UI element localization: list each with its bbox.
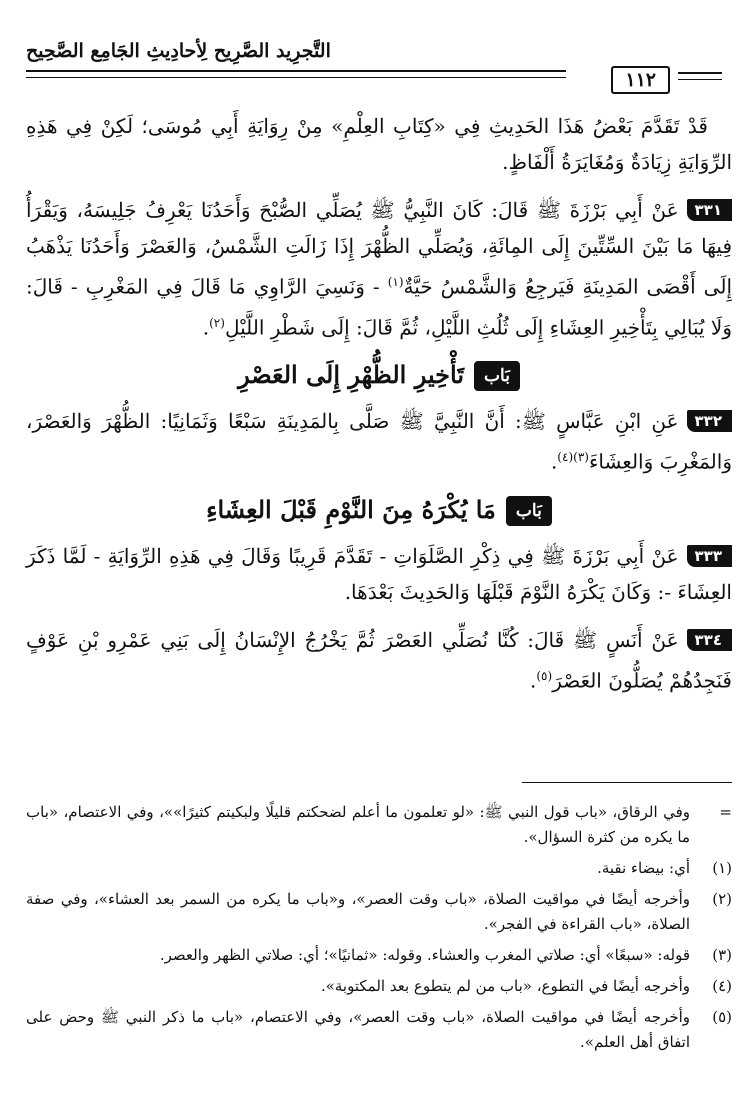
footnote-ref: (٣)(٤)	[557, 450, 589, 465]
hadith-text: عَنْ أَنَسٍ ﷺ قَالَ: كُنَّا نُصَلِّي العَصْرَ ثُمَّ يَخْرُجُ الإِنْسَانُ إِلَى بَنِي عَمْرِو بْنِ عَوْفٍ فَنَجِدُهُمْ يُصَلُّونَ العَصْرَ	[26, 627, 732, 693]
hadith-text-continued: - وَنَسِيَ الرَّاوِي مَا قَالَ فِي المَغْرِبِ - قَالَ: وَلَا يُبَالِي بِتَأْخِيرِ العِشَاءِ إِلَى ثُلُثِ اللَّيْلِ، ثُمَّ قَالَ: إِلَى شَطْرِ اللَّيْلِ	[26, 274, 732, 340]
footnote-ref: (٥)	[536, 668, 553, 683]
footnote-marker: (٣)	[712, 946, 732, 964]
footnote	[26, 856, 732, 881]
footnote-text: وفي الرقاق، «باب قول النبي ﷺ: «لو تعلمون ما أعلم لضحكتم قليلًا ولبكيتم كثيرًا»»، وفي الاعتصام، «باب ما يكره من كثرة السؤال».	[26, 803, 690, 846]
chapter-heading	[26, 357, 732, 393]
page-header	[26, 30, 732, 92]
footnote-marker: (١)	[712, 859, 732, 877]
header-rule-right	[678, 72, 722, 74]
header-rule	[26, 70, 566, 72]
footnote-text: أي: بيضاء نقية.	[597, 859, 690, 877]
chapter-heading	[26, 492, 732, 528]
footnote-marker: (٥)	[712, 1008, 732, 1026]
footnote	[26, 800, 732, 850]
bab-label: بَاب	[474, 361, 520, 391]
hadith-number-badge: ٣٣٢	[687, 410, 732, 432]
footnote	[26, 974, 732, 999]
hadith-text: عَنْ أَبِي بَرْزَةَ ﷺ قَالَ: كَانَ النَّبِيُّ ﷺ يُصَلِّي الصُّبْحَ وَأَحَدُنَا يَعْرِفُ جَلِيسَهُ، وَيَقْرَأُ فِيهَا مَا بَيْنَ السِّتِّينَ إِلَى المِائَةِ، وَيُصَلِّي الظُّهْرَ إِذَا زَالَتِ الشَّمْسُ، وَالعَصْرَ وَأَحَدُنَا يَذْهَبُ إِلَى أَقْصَى المَدِينَةِ فَيَرجِعُ وَالشَّمْسُ حَيَّةٌ	[26, 198, 733, 299]
hadith-331: ٣٣١عَنْ أَبِي بَرْزَةَ ﷺ قَالَ: كَانَ النَّبِيُّ ﷺ يُصَلِّي الصُّبْحَ وَأَحَدُنَا يَعْرِفُ جَلِيسَهُ، وَيَقْرَأُ فِيهَا مَا بَيْنَ السِّتِّينَ إِلَى المِائَةِ، وَيُصَلِّي الظُّهْرَ إِذَا زَالَتِ الشَّمْسُ، وَالعَصْرَ وَأَحَدُنَا يَذْهَبُ إِلَى أَقْصَى المَدِينَةِ فَيَرجِعُ وَالشَّمْسُ حَيَّةٌ$^{(١)}$ - وَنَسِيَ الرَّاوِي مَا قَالَ فِي المَغْرِبِ - قَالَ: وَلَا يُبَالِي بِتَأْخِيرِ العِشَاءِ إِلَى ثُلُثِ اللَّيْلِ، ثُمَّ قَالَ: إِلَى شَطْرِ اللَّيْلِ$^{(٢)}$.	[26, 198, 733, 340]
footnote-text: قوله: «سبعًا» أي: صلاتي المغرب والعشاء. وقوله: «ثمانيًا»؛ أي: صلاتي الظهر والعصر.	[159, 946, 690, 964]
running-title: التَّجرِيد الصَّرِيح لِأحادِيثِ الجَامِع الصَّحِيح	[26, 40, 331, 62]
chapter-title: تَأْخِيرِ الظُّهْرِ إِلَى العَصْرِ	[238, 360, 465, 390]
hadith-text: عَنِ ابْنِ عَبَّاسٍ ﷺ: أَنَّ النَّبِيَّ ﷺ صَلَّى بِالمَدِينَةِ سَبْعًا وَثَمَانِيًا: الظُّهْرَ وَالعَصْرَ، وَالمَغْرِبَ وَالعِشَاءَ	[26, 409, 732, 474]
hadith-332: ٣٣٢عَنِ ابْنِ عَبَّاسٍ ﷺ: أَنَّ النَّبِيَّ ﷺ صَلَّى بِالمَدِينَةِ سَبْعًا وَثَمَانِيًا: الظُّهْرَ وَالعَصْرَ، وَالمَغْرِبَ وَالعِشَاءَ$^{(٣)(٤)}$.	[26, 409, 732, 474]
footnote	[26, 887, 732, 937]
footnote-marker: =	[719, 803, 732, 821]
book-page	[26, 30, 732, 1090]
footnote-text: وأخرجه أيضًا في التطوع، «باب من لم يتطوع بعد المكتوبة».	[320, 977, 690, 995]
footnote-marker: (٢)	[712, 890, 732, 908]
header-rule-right-thin	[678, 79, 722, 80]
page-number: ١١٢	[611, 66, 670, 94]
footnote-ref: (١)	[387, 275, 404, 289]
footnote-text: وأخرجه أيضًا في مواقيت الصلاة، «باب وقت العصر»، و«باب ما يكره من السمر بعد العشاء»، وفي صفة الصلاة، «باب القراءة في الفجر».	[26, 890, 690, 933]
hadith-333	[26, 538, 732, 610]
bab-label: بَاب	[506, 496, 552, 526]
header-rule-thin	[26, 77, 566, 78]
hadith-number-badge: ٣٣٤	[687, 629, 732, 651]
footnotes	[26, 800, 732, 1061]
hadith-334: ٣٣٤عَنْ أَنَسٍ ﷺ قَالَ: كُنَّا نُصَلِّي العَصْرَ ثُمَّ يَخْرُجُ الإِنْسَانُ إِلَى بَنِي عَمْرِو بْنِ عَوْفٍ فَنَجِدُهُمْ يُصَلُّونَ العَصْرَ$^{(٥)}$.	[26, 627, 732, 693]
hadith-number-badge: ٣٣١	[687, 199, 732, 221]
footnote-text: وأخرجه أيضًا في مواقيت الصلاة، «باب وقت العصر»، وفي الاعتصام، «باب ما ذكر النبي ﷺ وحض على اتفاق أهل العلم».	[26, 1008, 690, 1051]
footnote-ref: (٢)	[209, 315, 225, 330]
footnote	[26, 1005, 732, 1055]
hadith-number-badge: ٣٣٣	[687, 545, 732, 567]
footnote-marker: (٤)	[712, 977, 732, 995]
main-text	[26, 108, 732, 711]
hadith-text: عَنْ أَبِي بَرْزَةَ ﷺ فِي ذِكْرِ الصَّلَوَاتِ - تَقَدَّمَ قَرِيبًا وَقَالَ فِي هَذِهِ الرِّوَايَةِ - لَمَّا ذَكَرَ العِشَاءَ -: وَكَانَ يَكْرَهُ النَّوْمَ قَبْلَهَا وَالحَدِيثَ بَعْدَهَا.	[26, 543, 732, 604]
footnote	[26, 943, 732, 968]
intro-paragraph: قَدْ تَقَدَّمَ بَعْضُ هَذَا الحَدِيثِ فِي «كِتَابِ العِلْمِ» مِنْ رِوَايَةِ أَبِي مُوسَى؛ لَكِنْ فِي هَذِهِ الرِّوَايَةِ زِيَادَةٌ وَمُغَايَرَةُ أَلْفَاظٍ.	[26, 114, 732, 174]
footnote-separator	[522, 782, 732, 783]
chapter-title: مَا يُكْرَهُ مِنَ النَّوْمِ قَبْلَ العِشَاءِ	[206, 494, 496, 524]
